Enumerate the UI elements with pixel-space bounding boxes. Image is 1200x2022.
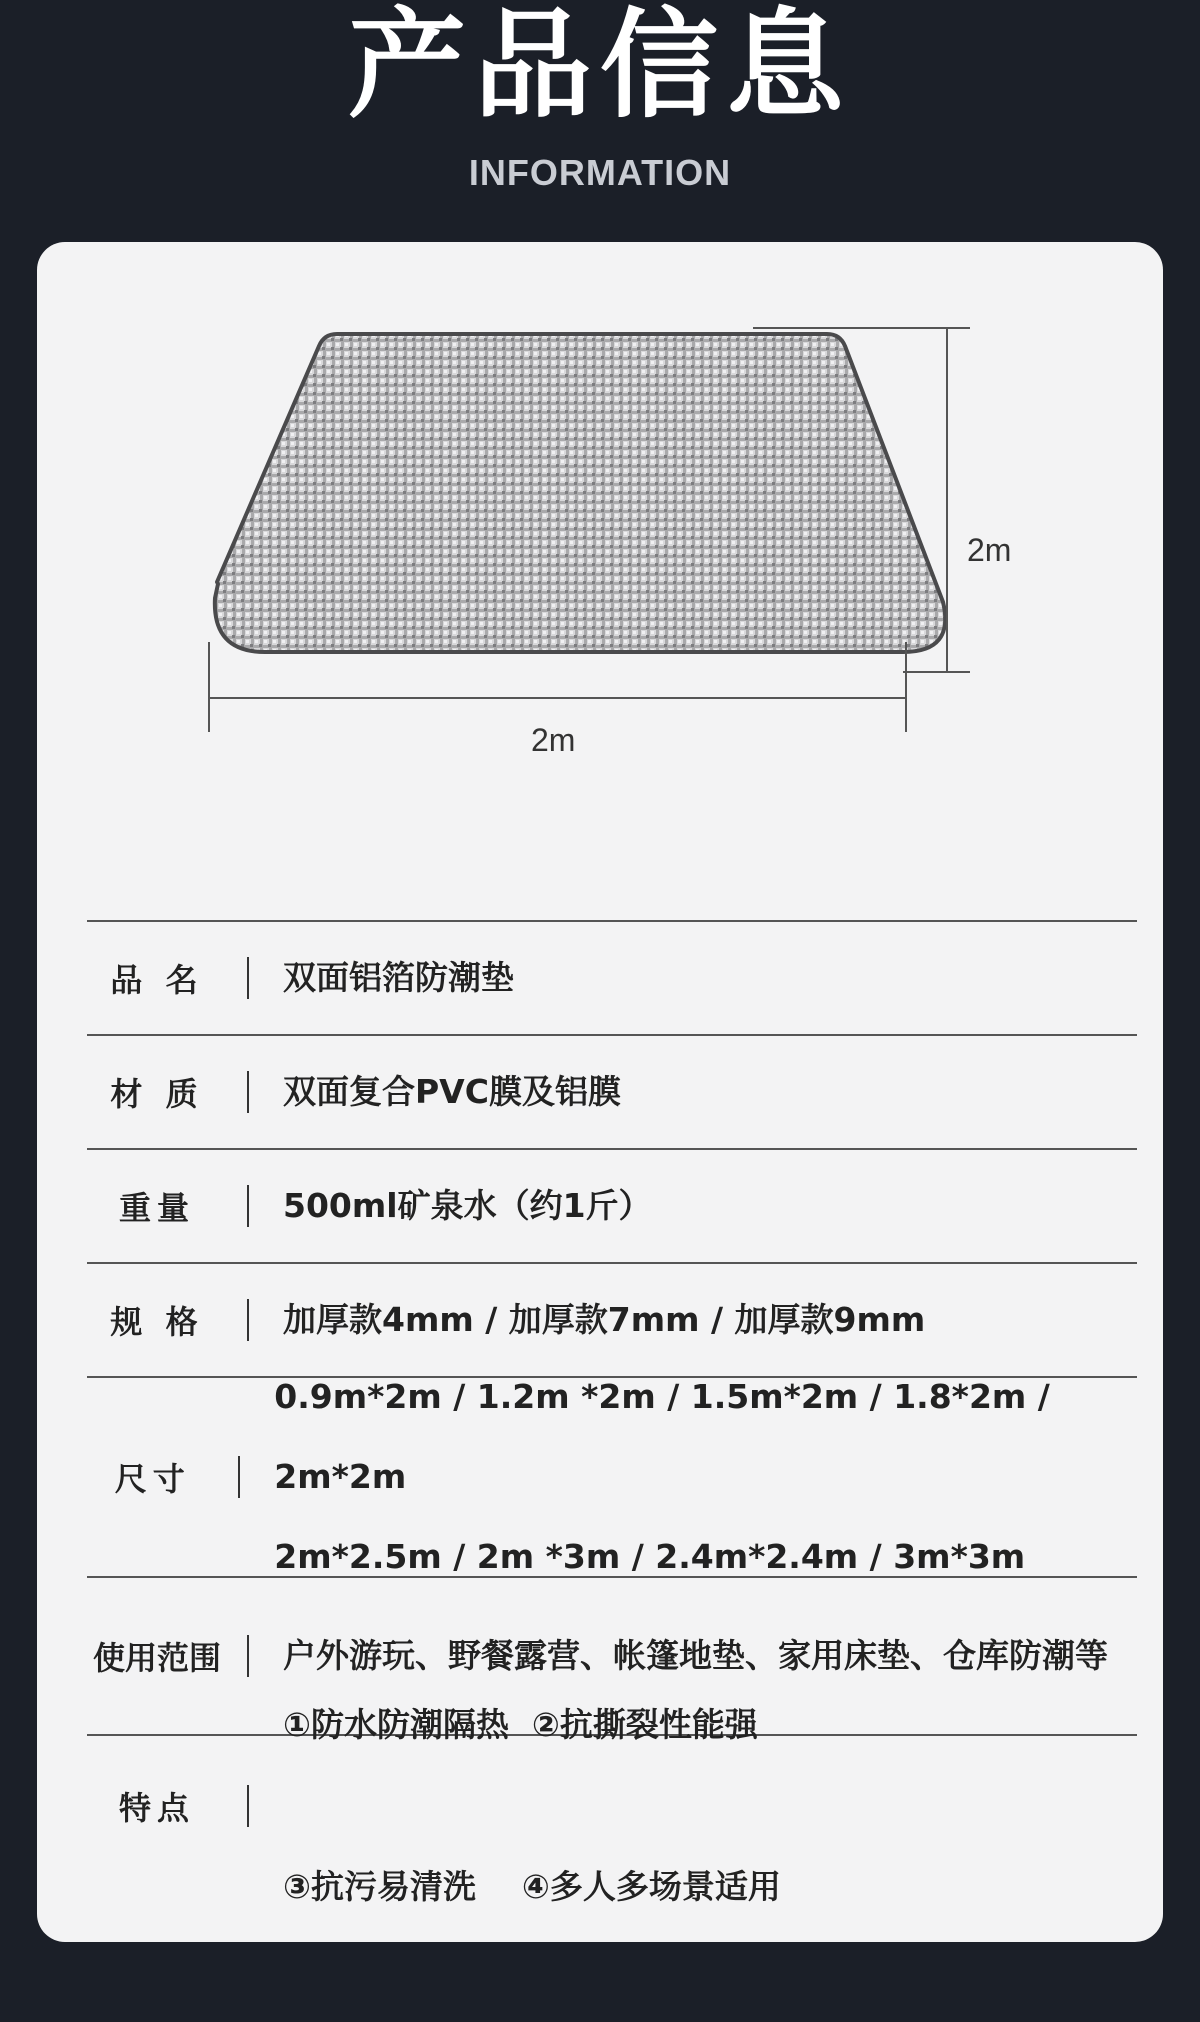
size-line: 0.9m*2m / 1.2m *2m / 1.5m*2m / 1.8*2m / 2m*2m (274, 1377, 1050, 1496)
spec-row-name (87, 920, 1137, 1034)
spec-row-material (87, 1034, 1137, 1148)
size-line: 2m*2.5m / 2m *3m / 2.4m*2.4m / 3m*3m (274, 1537, 1026, 1576)
spec-label: 规 格 (110, 1303, 204, 1341)
spec-value: 加厚款4mm / 加厚款7mm / 加厚款9mm (283, 1300, 926, 1339)
spec-value (274, 1357, 1137, 1597)
spec-label: 使用范围 (92, 1639, 221, 1677)
spec-value: 户外游玩、野餐露营、帐篷地垫、家用床垫、仓库防潮等 (283, 1636, 1108, 1675)
spec-label: 品 名 (110, 961, 204, 999)
spec-label: 重量 (118, 1189, 195, 1227)
spec-row-size (87, 1376, 1137, 1576)
divider (247, 1785, 249, 1827)
info-card (37, 242, 1163, 1942)
spec-label: 材 质 (110, 1075, 204, 1113)
spec-label: 特点 (118, 1789, 195, 1827)
spec-value: 双面铝箔防潮垫 (283, 958, 514, 997)
spec-value: 双面复合PVC膜及铝膜 (283, 1072, 621, 1111)
divider (247, 1635, 249, 1677)
divider (238, 1456, 240, 1498)
divider (247, 1071, 249, 1113)
divider (247, 1185, 249, 1227)
divider (247, 1299, 249, 1341)
feature-line: ③抗污易清洗 ④多人多场景适用 (283, 1867, 781, 1906)
divider (247, 957, 249, 999)
mat-diagram (37, 242, 1163, 842)
page-subtitle: INFORMATION (468, 152, 732, 193)
spec-row-weight (87, 1148, 1137, 1262)
spec-label: 尺寸 (114, 1460, 191, 1498)
page-title: 产品信息 (347, 0, 852, 134)
height-dimension-label: 2m (967, 532, 1012, 568)
spec-table (87, 920, 1137, 1906)
mat-shape (215, 334, 945, 652)
spec-row-features (87, 1705, 1137, 1906)
spec-value (283, 1590, 781, 2022)
width-dimension-label: 2m (531, 722, 576, 758)
feature-line: ①防水防潮隔热 ②抗撕裂性能强 (283, 1705, 758, 1744)
spec-value: 500ml矿泉水（约1斤） (283, 1186, 652, 1225)
